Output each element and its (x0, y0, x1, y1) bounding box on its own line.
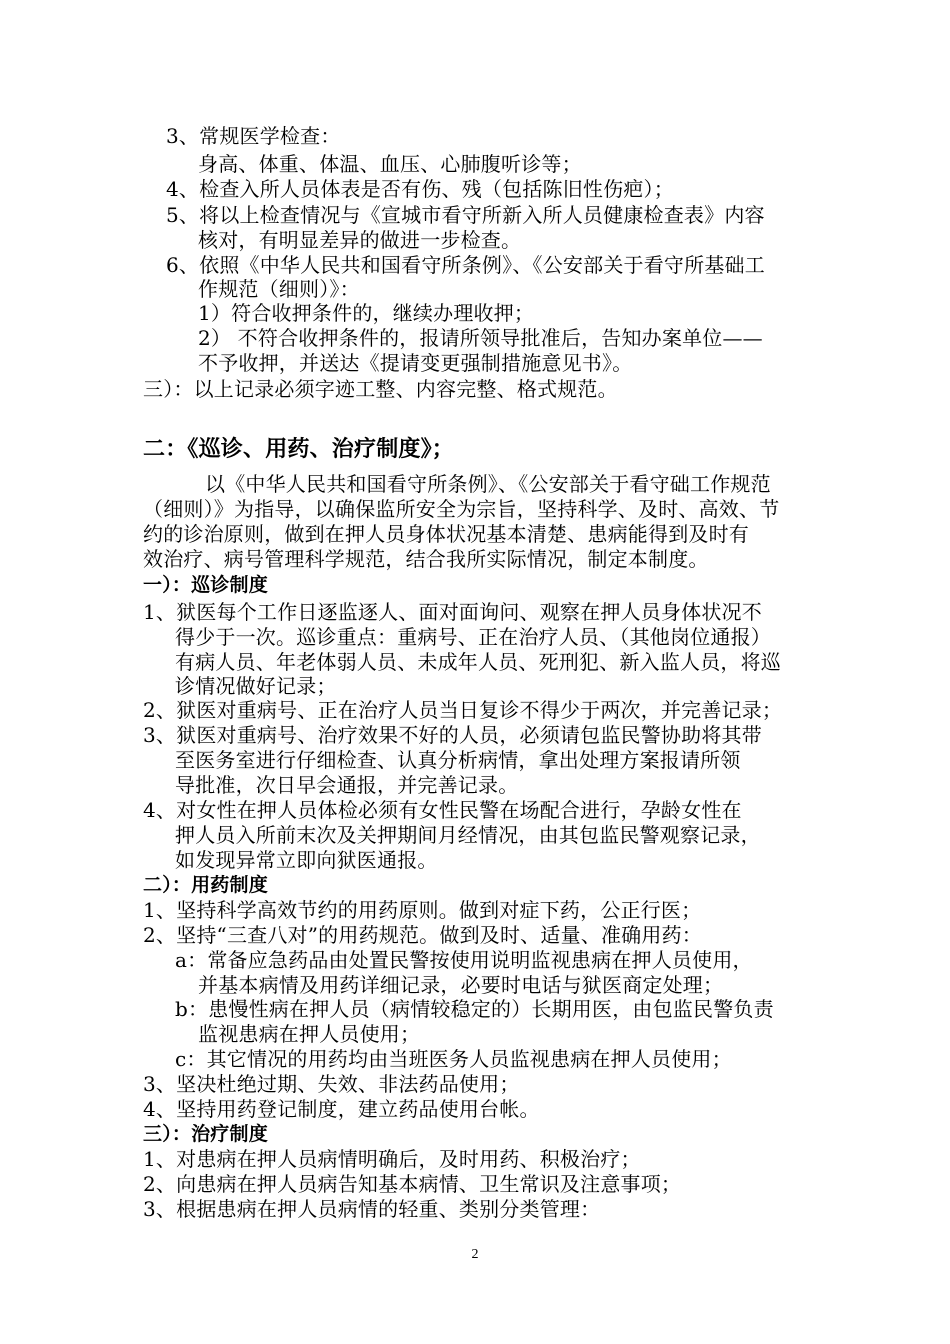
paragraph-line: 约的诊治原则，做到在押人员身体状况基本清楚、患病能得到及时有 (143, 522, 749, 546)
text-line: 1、狱医每个工作日逐监逐人、面对面询问、观察在押人员身体状况不 (143, 600, 762, 624)
text-line: 1、坚持科学高效节约的用药原则。做到对症下药，公正行医； (143, 898, 702, 922)
text-line: 5、将以上检查情况与《宣城市看守所新入所人员健康检查表》内容 (166, 203, 765, 227)
text-line: a：常备应急药品由处置民警按使用说明监视患病在押人员使用， (175, 948, 753, 972)
text-line: 押人员入所前末次及关押期间月经情况，由其包监民警观察记录， (175, 823, 761, 847)
paragraph-line: 效治疗、病号管理科学规范，结合我所实际情况，制定本制度。 (143, 547, 709, 571)
subsection-heading: 一）：巡诊制度 (143, 574, 268, 596)
subsection-heading: 三）：治疗制度 (143, 1123, 268, 1145)
text-line: 至医务室进行仔细检查、认真分析病情，拿出处理方案报请所领 (175, 748, 741, 772)
text-line: 1、对患病在押人员病情明确后，及时用药、积极治疗； (143, 1147, 641, 1171)
text-line: c：其它情况的用药均由当班医务人员监视患病在押人员使用； (175, 1047, 732, 1071)
text-line: 诊情况做好记录； (175, 674, 337, 698)
text-line: 3、常规医学检查： (166, 124, 341, 148)
text-line: 2） 不符合收押条件的，报请所领导批准后，告知办案单位—— (198, 326, 763, 350)
section-title: 二：《巡诊、用药、治疗制度》； (143, 437, 455, 462)
text-line: 有病人员、年老体弱人员、未成年人员、死刑犯、新入监人员，将巡 (175, 650, 781, 674)
text-line: 导批准，次日早会通报，并完善记录。 (175, 773, 519, 797)
paragraph-line: 以《中华人民共和国看守所条例》、《公安部关于看守础工作规范 (205, 472, 771, 496)
text-line: 得少于一次。巡诊重点：重病号、正在治疗人员、（其他岗位通报） (175, 625, 771, 649)
text-line: 如发现异常立即向狱医通报。 (175, 848, 438, 872)
subsection-heading: 二）：用药制度 (143, 874, 268, 896)
text-line: 监视患病在押人员使用； (198, 1022, 421, 1046)
text-line: 4、检查入所人员体表是否有伤、残（包括陈旧性伤疤）； (166, 177, 674, 201)
text-line: 并基本病情及用药详细记录，必要时电话与狱医商定处理； (198, 973, 724, 997)
page-number: 2 (471, 1247, 479, 1262)
text-line: 不予收押，并送达《提请变更强制措施意见书》。 (198, 351, 633, 375)
text-line: 核对，有明显差异的做进一步检查。 (198, 228, 522, 252)
paragraph-line: （细则）》为指导，以确保监所安全为宗旨，坚持科学、及时、高效、节 (143, 497, 780, 521)
text-line: 4、对女性在押人员体检必须有女性民警在场配合进行，孕龄女性在 (143, 798, 742, 822)
text-line: 三）：以上记录必须字迹工整、内容完整、格式规范。 (143, 377, 618, 401)
text-line: 3、根据患病在押人员病情的轻重、类别分类管理： (143, 1197, 601, 1221)
text-line: 2、向患病在押人员病告知基本病情、卫生常识及注意事项； (143, 1172, 682, 1196)
text-line: 3、狱医对重病号、治疗效果不好的人员，必须请包监民警协助将其带 (143, 723, 762, 747)
text-line: 1）符合收押条件的，继续办理收押； (198, 301, 535, 325)
text-line: 3、坚决杜绝过期、失效、非法药品使用； (143, 1072, 520, 1096)
text-line: b：患慢性病在押人员（病情较稳定的）长期用医，由包监民警负责 (175, 997, 774, 1021)
text-line: 2、狱医对重病号、正在治疗人员当日复诊不得少于两次，并完善记录； (143, 698, 783, 722)
text-line: 4、坚持用药登记制度，建立药品使用台帐。 (143, 1097, 540, 1121)
text-line: 身高、体重、体温、血压、心肺腹听诊等； (198, 152, 582, 176)
text-line: 6、依照《中华人民共和国看守所条例》、《公安部关于看守所基础工 (166, 253, 765, 277)
text-line: 2、坚持“三查八对”的用药规范。做到及时、适量、准确用药： (143, 923, 702, 947)
text-line: 作规范（细则）》： (198, 277, 360, 301)
